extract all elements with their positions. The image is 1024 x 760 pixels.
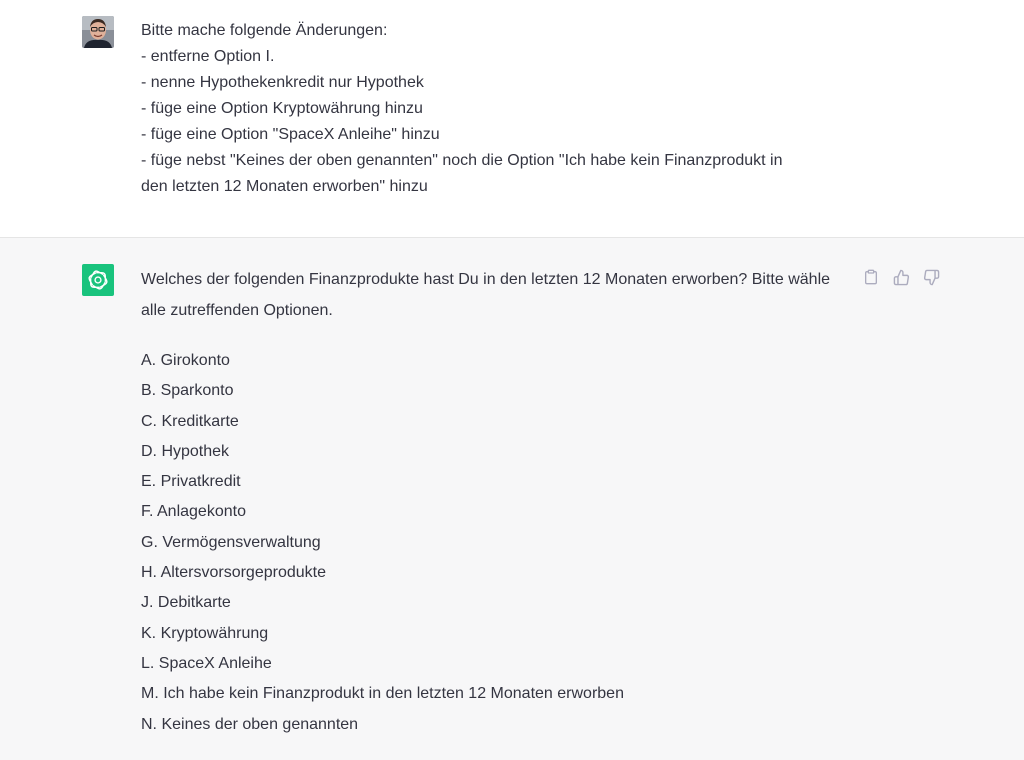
user-line: - füge eine Option "SpaceX Anleihe" hinzu: [141, 126, 440, 143]
assistant-message: [0, 238, 1024, 760]
openai-logo-icon: [82, 264, 114, 296]
thumbs-up-button[interactable]: [892, 268, 910, 286]
clipboard-icon: [863, 269, 879, 285]
list-item: B. Sparkonto: [141, 382, 234, 400]
message-actions: [862, 268, 940, 286]
list-item: C. Kreditkarte: [141, 412, 239, 430]
option-list: [141, 346, 841, 740]
list-item: J. Debitkarte: [141, 594, 231, 612]
list-item: K. Kryptowährung: [141, 624, 269, 642]
list-item: G. Vermögensverwaltung: [141, 533, 321, 551]
thumbs-up-icon: [893, 269, 910, 286]
user-line: den letzten 12 Monaten erworben" hinzu: [141, 178, 428, 195]
list-item: E. Privatkredit: [141, 473, 241, 491]
user-line: Bitte mache folgende Änderungen:: [141, 22, 388, 39]
thumbs-down-button[interactable]: [922, 268, 940, 286]
list-item: F. Anlagekonto: [141, 503, 246, 521]
list-item: H. Altersvorsorgeprodukte: [141, 564, 326, 582]
user-avatar: [82, 16, 114, 48]
user-message-text: [141, 18, 841, 200]
user-line: - füge eine Option Kryptowährung hinzu: [141, 100, 423, 117]
list-item: N. Keines der oben genannten: [141, 715, 359, 733]
list-item: L. SpaceX Anleihe: [141, 654, 272, 672]
user-line: - entferne Option I.: [141, 48, 275, 65]
user-line: - füge nebst "Keines der oben genannten" noch die Option "Ich habe kein Finanzprodukt in: [141, 152, 783, 169]
assistant-intro: Welches der folgenden Finanzprodukte hast Du in den letzten 12 Monaten erworben? Bitte wähle alle zutreffenden Optionen.: [141, 271, 831, 319]
assistant-message-text: [141, 265, 841, 740]
user-line: - nenne Hypothekenkredit nur Hypothek: [141, 74, 424, 91]
thumbs-down-icon: [923, 269, 940, 286]
user-message: [0, 0, 1024, 238]
list-item: A. Girokonto: [141, 352, 230, 369]
list-item: D. Hypothek: [141, 442, 230, 460]
list-item: M. Ich habe kein Finanzprodukt in den letzten 12 Monaten erworben: [141, 685, 624, 703]
copy-button[interactable]: [862, 268, 880, 286]
